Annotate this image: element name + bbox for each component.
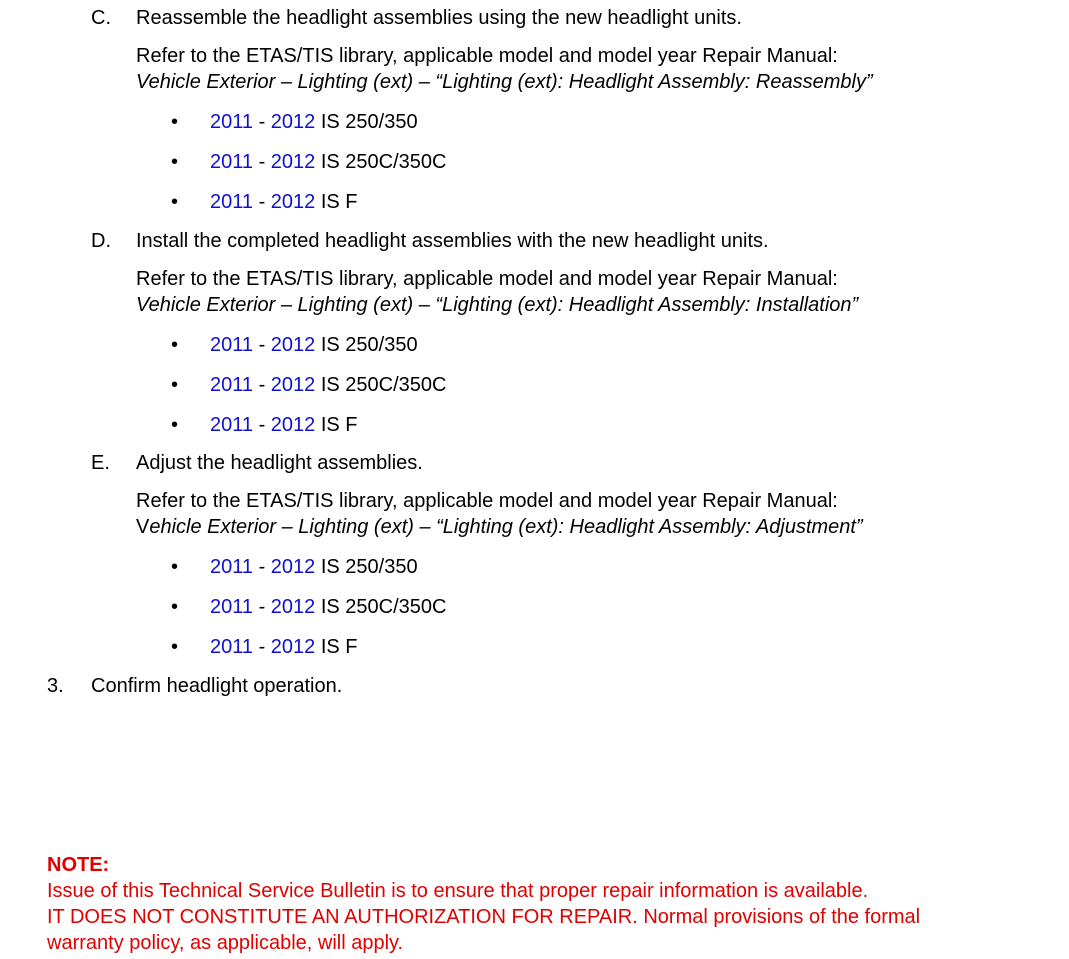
- reference-intro: Refer to the ETAS/TIS library, applicable model and model year Repair Manual:: [136, 45, 838, 67]
- step-letter: E.: [91, 452, 110, 474]
- model-list-item: [0, 149, 1069, 175]
- bullet-icon: •: [171, 111, 179, 133]
- model-list: [0, 109, 1069, 215]
- model-list-item: [0, 634, 1069, 660]
- manual-reference: [136, 488, 1069, 540]
- year-link[interactable]: 2011: [210, 596, 254, 618]
- year-link[interactable]: 2011: [210, 151, 254, 173]
- bullet-icon: •: [171, 151, 179, 173]
- step-title: Install the completed headlight assemblies with the new headlight units.: [136, 230, 769, 252]
- model-name: IS F: [315, 191, 358, 213]
- step-title: Confirm headlight operation.: [91, 675, 343, 697]
- reference-intro: Refer to the ETAS/TIS library, applicable model and model year Repair Manual:: [136, 490, 838, 512]
- year-link[interactable]: 2012: [270, 556, 316, 578]
- year-link[interactable]: 2012: [270, 151, 316, 173]
- bullet-icon: •: [171, 191, 179, 213]
- reference-path: Vehicle Exterior – Lighting (ext) – “Lighting (ext): Headlight Assembly: Installation”: [136, 294, 859, 316]
- bullet-icon: •: [171, 414, 179, 436]
- step-heading: [0, 228, 1069, 254]
- step-heading: [0, 450, 1069, 476]
- model-name: IS 250C/350C: [315, 151, 447, 173]
- reference-path-rest: ehicle Exterior – Lighting (ext) – “Lighting (ext): Headlight Assembly: Adjustment”: [149, 516, 863, 538]
- step-e: [0, 450, 1069, 660]
- model-list-item: [0, 109, 1069, 135]
- model-name: IS 250/350: [315, 556, 418, 578]
- year-separator: -: [253, 556, 271, 578]
- year-link[interactable]: 2012: [270, 596, 316, 618]
- model-list-item: [0, 554, 1069, 580]
- step-3: [0, 673, 1069, 699]
- year-separator: -: [253, 636, 271, 658]
- step-title: Reassemble the headlight assemblies using the new headlight units.: [136, 7, 742, 29]
- model-list-item: [0, 372, 1069, 398]
- step-title: Adjust the headlight assemblies.: [136, 452, 423, 474]
- year-link[interactable]: 2011: [210, 636, 254, 658]
- model-name: IS 250/350: [315, 111, 418, 133]
- note-line: Issue of this Technical Service Bulletin is to ensure that proper repair information is available.: [47, 880, 869, 902]
- step-letter: C.: [91, 7, 111, 29]
- year-link[interactable]: 2012: [270, 414, 316, 436]
- year-link[interactable]: 2011: [210, 414, 254, 436]
- year-separator: -: [253, 596, 271, 618]
- year-separator: -: [253, 414, 271, 436]
- year-separator: -: [253, 151, 271, 173]
- model-list-item: [0, 412, 1069, 438]
- bullet-icon: •: [171, 556, 179, 578]
- reference-path: [136, 514, 1069, 540]
- year-separator: -: [253, 374, 271, 396]
- note-line: IT DOES NOT CONSTITUTE AN AUTHORIZATION FOR REPAIR. Normal provisions of the formal: [47, 906, 921, 928]
- year-link[interactable]: 2012: [270, 111, 316, 133]
- reference-path-initial: V: [136, 516, 150, 538]
- model-name: IS 250/350: [315, 334, 418, 356]
- year-link[interactable]: 2012: [270, 334, 316, 356]
- manual-reference: [136, 266, 1069, 318]
- model-name: IS F: [315, 636, 358, 658]
- year-link[interactable]: 2012: [270, 374, 316, 396]
- step-letter: D.: [91, 230, 111, 252]
- reference-intro: Refer to the ETAS/TIS library, applicable model and model year Repair Manual:: [136, 268, 838, 290]
- year-link[interactable]: 2011: [210, 374, 254, 396]
- model-list: [0, 332, 1069, 438]
- bullet-icon: •: [171, 636, 179, 658]
- year-link[interactable]: 2011: [210, 111, 254, 133]
- model-name: IS F: [315, 414, 358, 436]
- bullet-icon: •: [171, 334, 179, 356]
- year-link[interactable]: 2012: [270, 636, 316, 658]
- note-line: warranty policy, as applicable, will apply.: [47, 932, 404, 954]
- step-heading: [0, 5, 1069, 31]
- note-heading: NOTE:: [47, 854, 110, 876]
- step-c: [0, 5, 1069, 215]
- year-separator: -: [253, 111, 271, 133]
- model-list: [0, 554, 1069, 660]
- step-d: [0, 228, 1069, 438]
- model-name: IS 250C/350C: [315, 374, 447, 396]
- bullet-icon: •: [171, 596, 179, 618]
- step-number: 3.: [47, 675, 64, 697]
- model-list-item: [0, 332, 1069, 358]
- model-list-item: [0, 594, 1069, 620]
- note-block: [47, 852, 920, 956]
- year-link[interactable]: 2011: [210, 556, 254, 578]
- bullet-icon: •: [171, 374, 179, 396]
- year-link[interactable]: 2012: [270, 191, 316, 213]
- year-link[interactable]: 2011: [210, 334, 254, 356]
- year-separator: -: [253, 334, 271, 356]
- model-name: IS 250C/350C: [315, 596, 447, 618]
- year-separator: -: [253, 191, 271, 213]
- model-list-item: [0, 189, 1069, 215]
- manual-reference: [136, 43, 1069, 95]
- reference-path: Vehicle Exterior – Lighting (ext) – “Lighting (ext): Headlight Assembly: Reassembly”: [136, 71, 873, 93]
- year-link[interactable]: 2011: [210, 191, 254, 213]
